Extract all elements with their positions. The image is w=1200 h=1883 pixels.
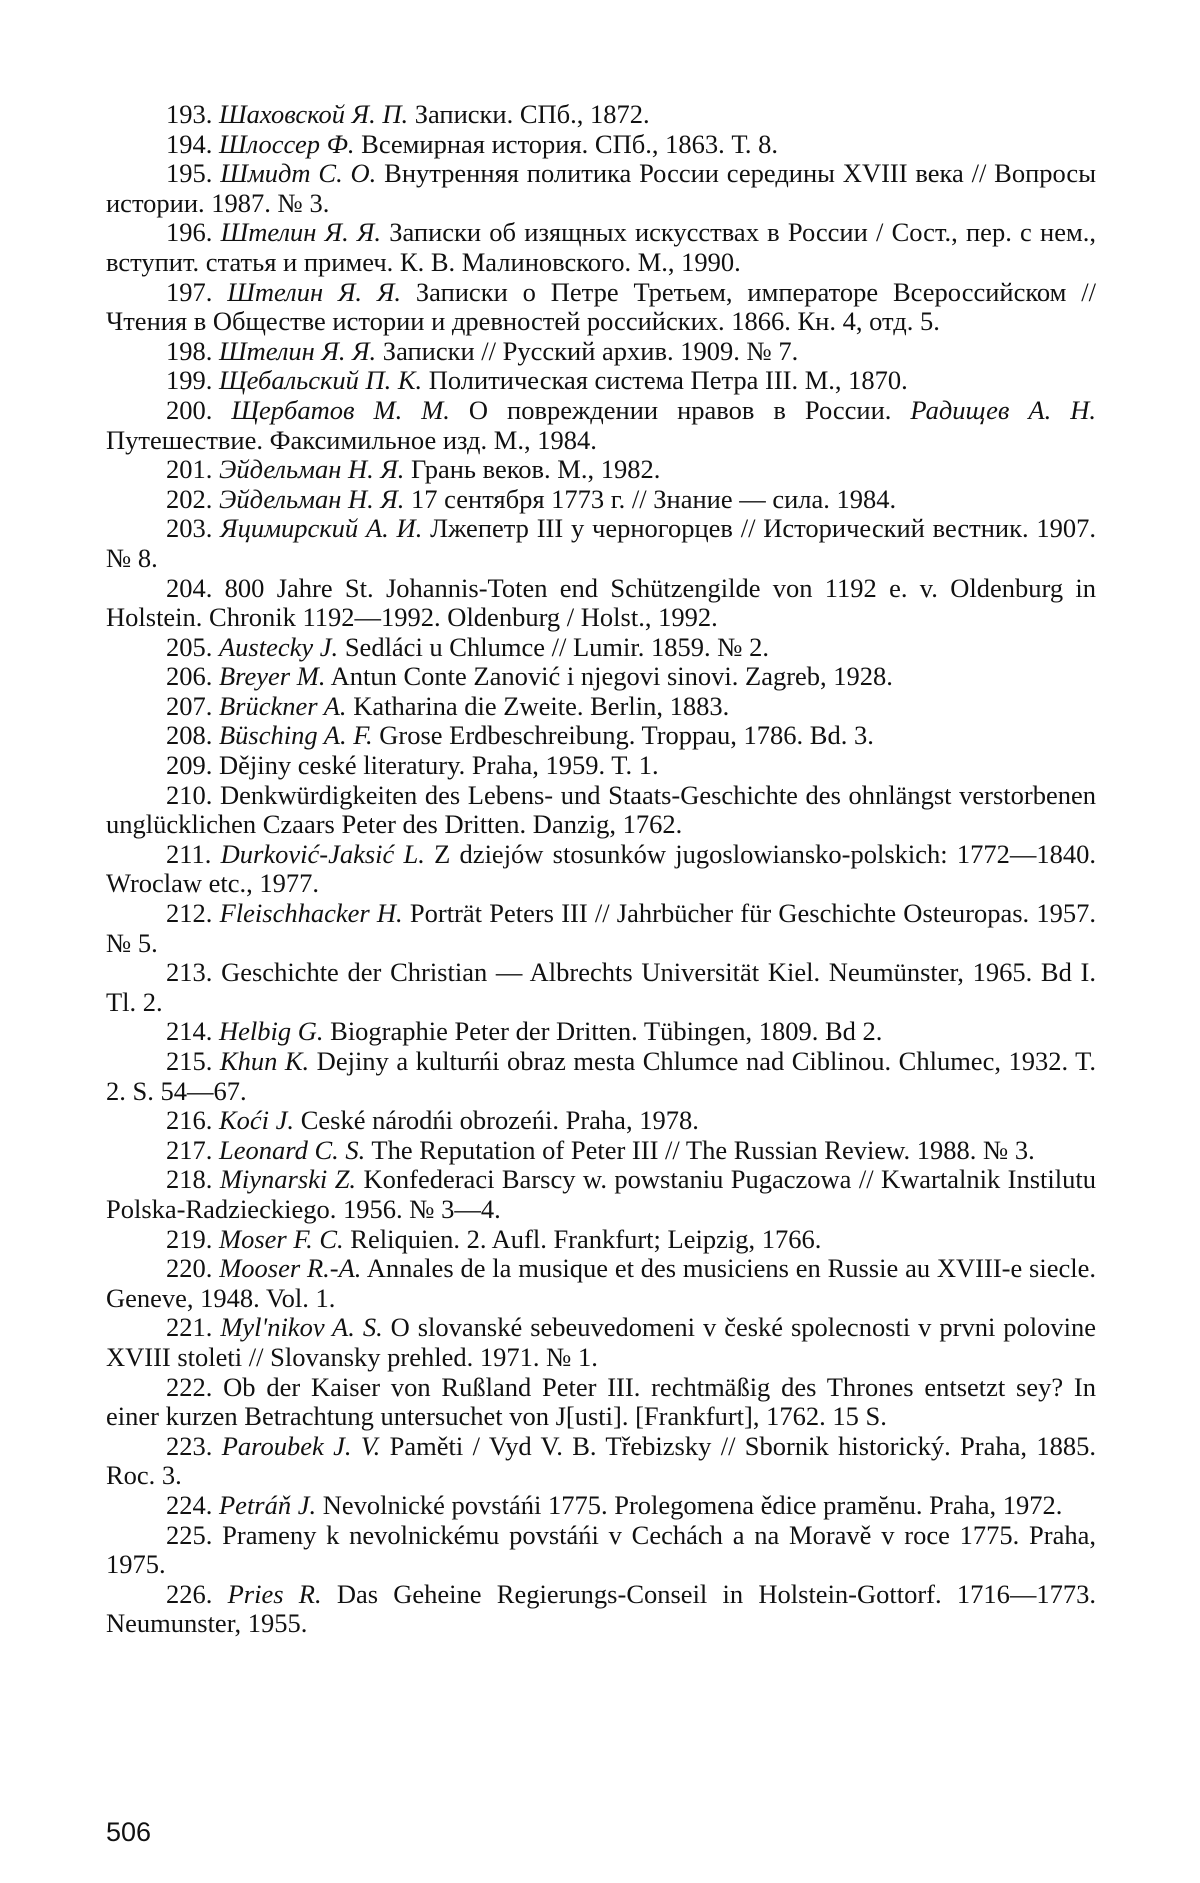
bibliography-entry xyxy=(106,751,1096,781)
entry-number: 204. xyxy=(166,573,212,603)
entry-number: 217. xyxy=(166,1135,212,1165)
entry-author: Эйдельман Н. Я. xyxy=(219,484,404,514)
entry-author: Moser F. C. xyxy=(219,1224,344,1254)
entry-author: Büsching A. F. xyxy=(219,720,373,750)
entry-number: 209. xyxy=(166,750,212,780)
entry-author: Штелин Я. Я. xyxy=(219,336,376,366)
bibliography-entry xyxy=(106,366,1096,396)
entry-number: 202. xyxy=(166,484,212,514)
entry-text: Katharina die Zweite. Berlin, 1883. xyxy=(347,691,730,721)
entry-number: 198. xyxy=(166,336,212,366)
bibliography-entry xyxy=(106,337,1096,367)
entry-text: Ob der Kaiser von Rußland Peter III. rechtmäßig des Thrones entsetzt sey? In einer kurzen Betrachtung untersuchet von J[usti]. [Frankfurt], 1762. 15 S. xyxy=(106,1372,1096,1432)
entry-author: Khun K. xyxy=(220,1046,309,1076)
entry-author-secondary: Радищев А. Н. xyxy=(891,395,1096,425)
entry-text: Политическая система Петра III. М., 1870. xyxy=(422,365,908,395)
entry-text: Грань веков. М., 1982. xyxy=(404,454,660,484)
entry-text: Записки о Петре Третьем, императоре Всероссийском // Чтения в Обществе истории и древностей российских. 1866. Кн. 4, отд. 5. xyxy=(106,277,1096,337)
bibliography-entry xyxy=(106,1521,1096,1580)
bibliography-entry xyxy=(106,100,1096,130)
bibliography-entry xyxy=(106,130,1096,160)
bibliography-entry xyxy=(106,958,1096,1017)
entry-text: О повреждении нравов в России. xyxy=(450,395,892,425)
entry-author: Koći J. xyxy=(219,1105,294,1135)
bibliography-entry xyxy=(106,514,1096,573)
bibliography-entry xyxy=(106,159,1096,218)
bibliography-entry xyxy=(106,1491,1096,1521)
entry-author: Paroubek J. V. xyxy=(222,1431,381,1461)
entry-text: Prameny k nevolnickému povstáńi v Cechách a na Moravě v roce 1775. Praha, 1975. xyxy=(106,1520,1096,1580)
entry-number: 206. xyxy=(166,661,212,691)
entry-text: Sedláci u Chlumce // Lumir. 1859. № 2. xyxy=(338,632,769,662)
entry-number: 207. xyxy=(166,691,212,721)
entry-author: Штелин Я. Я. xyxy=(221,217,381,247)
bibliography-entry xyxy=(106,692,1096,722)
entry-number: 200. xyxy=(166,395,212,425)
entry-author: Leonard C. S. xyxy=(219,1135,365,1165)
entry-author: Щербатов М. М. xyxy=(231,395,450,425)
entry-number: 213. xyxy=(166,957,212,987)
entry-number: 210. xyxy=(166,780,212,810)
entry-text: Ceské národńi obrozeńi. Praha, 1978. xyxy=(294,1105,699,1135)
entry-author: Штелин Я. Я. xyxy=(227,277,401,307)
entry-text: Записки // Русский архив. 1909. № 7. xyxy=(376,336,798,366)
entry-text: 800 Jahre St. Johannis-Toten end Schützengilde von 1192 e. v. Oldenburg in Holstein. Chronik 1192—1992. Oldenburg / Holst., 1992. xyxy=(106,573,1096,633)
entry-number: 195. xyxy=(166,158,212,188)
bibliography-entry xyxy=(106,1580,1096,1639)
entry-author: Яцимирский А. И. xyxy=(220,513,422,543)
entry-text: Paměti / Vyd V. B. Třebizsky // Sbornik historický. Praha, 1885. Roc. 3. xyxy=(106,1431,1096,1491)
entry-author: Эйдельман Н. Я. xyxy=(219,454,404,484)
entry-number: 222. xyxy=(166,1372,212,1402)
entry-author: Austecky J. xyxy=(219,632,338,662)
bibliography-entry xyxy=(106,633,1096,663)
entry-author: Шаховской Я. П. xyxy=(219,99,408,129)
entry-text: Antun Conte Zanović i njegovi sinovi. Zagreb, 1928. xyxy=(325,661,892,691)
entry-number: 196. xyxy=(166,217,212,247)
bibliography-entry xyxy=(106,1165,1096,1224)
entry-text: Лжепетр III у черногорцев // Исторический вестник. 1907. № 8. xyxy=(106,513,1096,573)
entry-author: Pries R. xyxy=(228,1579,322,1609)
page-number: 506 xyxy=(106,1817,151,1848)
bibliography-entry xyxy=(106,1017,1096,1047)
entry-number: 216. xyxy=(166,1105,212,1135)
entry-number: 219. xyxy=(166,1224,212,1254)
entry-author: Durković-Jaksić L. xyxy=(221,839,425,869)
entry-author: Miynarski Z. xyxy=(220,1164,356,1194)
entry-text: Reliquien. 2. Aufl. Frankfurt; Leipzig, 1766. xyxy=(344,1224,822,1254)
entry-text: Das Geheine Regierungs-Conseil in Holstein-Gottorf. 1716—1773. Neumunster, 1955. xyxy=(106,1579,1096,1639)
entry-number: 203. xyxy=(166,513,212,543)
entry-number: 224. xyxy=(166,1490,212,1520)
entry-text-secondary: Путешествие. Факсимильное изд. М., 1984. xyxy=(106,425,597,455)
entry-author: Helbig G. xyxy=(219,1016,324,1046)
entry-text: Nevolnické povstáńi 1775. Prolegomena ědice pramĕnu. Praha, 1972. xyxy=(316,1490,1062,1520)
entry-text: Denkwürdigkeiten des Lebens- und Staats-Geschichte des ohnlängst verstorbenen unglücklichen Czaars Peter des Dritten. Danzig, 1762. xyxy=(106,780,1096,840)
bibliography-entry xyxy=(106,899,1096,958)
bibliography-entry xyxy=(106,1373,1096,1432)
bibliography-entry xyxy=(106,721,1096,751)
entry-text: Всемирная история. СПб., 1863. Т. 8. xyxy=(355,129,778,159)
bibliography-entry xyxy=(106,455,1096,485)
entry-number: 220. xyxy=(166,1253,212,1283)
entry-author: Шмидт С. О. xyxy=(220,158,376,188)
entry-author: Шлоссер Ф. xyxy=(219,129,355,159)
entry-author: Fleischhacker H. xyxy=(220,898,403,928)
bibliography-entry xyxy=(106,278,1096,337)
entry-number: 205. xyxy=(166,632,212,662)
entry-text: Annales de la musique et des musiciens en Russie au XVIII-e siecle. Geneve, 1948. Vol. 1. xyxy=(106,1253,1096,1313)
entry-number: 193. xyxy=(166,99,212,129)
entry-author: Myl'nikov A. S. xyxy=(220,1312,382,1342)
entry-text: The Reputation of Peter III // The Russian Review. 1988. № 3. xyxy=(365,1135,1035,1165)
entry-text: Записки. СПб., 1872. xyxy=(408,99,650,129)
entry-text: Porträt Peters III // Jahrbücher für Geschichte Osteuropas. 1957. № 5. xyxy=(106,898,1096,958)
bibliography-entry xyxy=(106,840,1096,899)
bibliography-entry xyxy=(106,1225,1096,1255)
entry-text: Dejiny a kulturńi obraz mesta Chlumce nad Ciblinou. Chlumec, 1932. T. 2. S. 54—67. xyxy=(106,1046,1096,1106)
entry-text: O slovanské sebeuvedomeni v české spolecnosti v prvni polovine XVIII stoleti // Slovansky prehled. 1971. № 1. xyxy=(106,1312,1096,1372)
entry-text: Konfederaci Barscy w. powstaniu Pugaczowa // Kwartalnik Instilutu Polska-Radzieckiego. 1956. № 3—4. xyxy=(106,1164,1096,1224)
entry-text: 17 сентября 1773 г. // Знание — сила. 1984. xyxy=(404,484,896,514)
bibliography-entry xyxy=(106,781,1096,840)
entry-text: Внутренняя политика России середины XVIII века // Вопросы истории. 1987. № 3. xyxy=(106,158,1096,218)
entry-number: 223. xyxy=(166,1431,212,1461)
entry-text: Z dziejów stosunków jugoslowiansko-polskich: 1772—1840. Wroclaw etc., 1977. xyxy=(106,839,1096,899)
bibliography-entry xyxy=(106,1106,1096,1136)
bibliography-entry xyxy=(106,1047,1096,1106)
bibliography-entry xyxy=(106,1136,1096,1166)
entry-author: Petráň J. xyxy=(219,1490,316,1520)
entry-number: 221. xyxy=(166,1312,212,1342)
entry-number: 215. xyxy=(166,1046,212,1076)
entry-text: Grose Erdbeschreibung. Troppau, 1786. Bd. 3. xyxy=(373,720,874,750)
bibliography-entry xyxy=(106,1313,1096,1372)
bibliography-list xyxy=(106,100,1096,1639)
entry-number: 218. xyxy=(166,1164,212,1194)
entry-number: 197. xyxy=(166,277,212,307)
entry-author: Щебальский П. К. xyxy=(219,365,422,395)
entry-text: Geschichte der Christian — Albrechts Universität Kiel. Neumünster, 1965. Bd I. Tl. 2. xyxy=(106,957,1096,1017)
entry-author: Brückner A. xyxy=(219,691,347,721)
entry-text: Записки об изящных искусствах в России / Сост., пер. с нем., вступит. статья и примеч. К. В. Малиновского. М., 1990. xyxy=(106,217,1096,277)
bibliography-entry xyxy=(106,662,1096,692)
entry-number: 199. xyxy=(166,365,212,395)
bibliography-entry xyxy=(106,1432,1096,1491)
entry-author: Mooser R.-A. xyxy=(219,1253,361,1283)
entry-author: Breyer M. xyxy=(219,661,325,691)
entry-number: 194. xyxy=(166,129,212,159)
entry-number: 212. xyxy=(166,898,212,928)
entry-number: 214. xyxy=(166,1016,212,1046)
bibliography-entry xyxy=(106,485,1096,515)
entry-number: 226. xyxy=(166,1579,212,1609)
entry-number: 208. xyxy=(166,720,212,750)
entry-text: Biographie Peter der Dritten. Tübingen, 1809. Bd 2. xyxy=(324,1016,883,1046)
entry-number: 211. xyxy=(166,839,211,869)
entry-text: Dějiny ceské literatury. Praha, 1959. T. 1. xyxy=(219,750,659,780)
bibliography-entry xyxy=(106,218,1096,277)
bibliography-entry xyxy=(106,396,1096,455)
entry-number: 201. xyxy=(166,454,212,484)
entry-number: 225. xyxy=(166,1520,212,1550)
bibliography-entry xyxy=(106,1254,1096,1313)
bibliography-entry xyxy=(106,574,1096,633)
